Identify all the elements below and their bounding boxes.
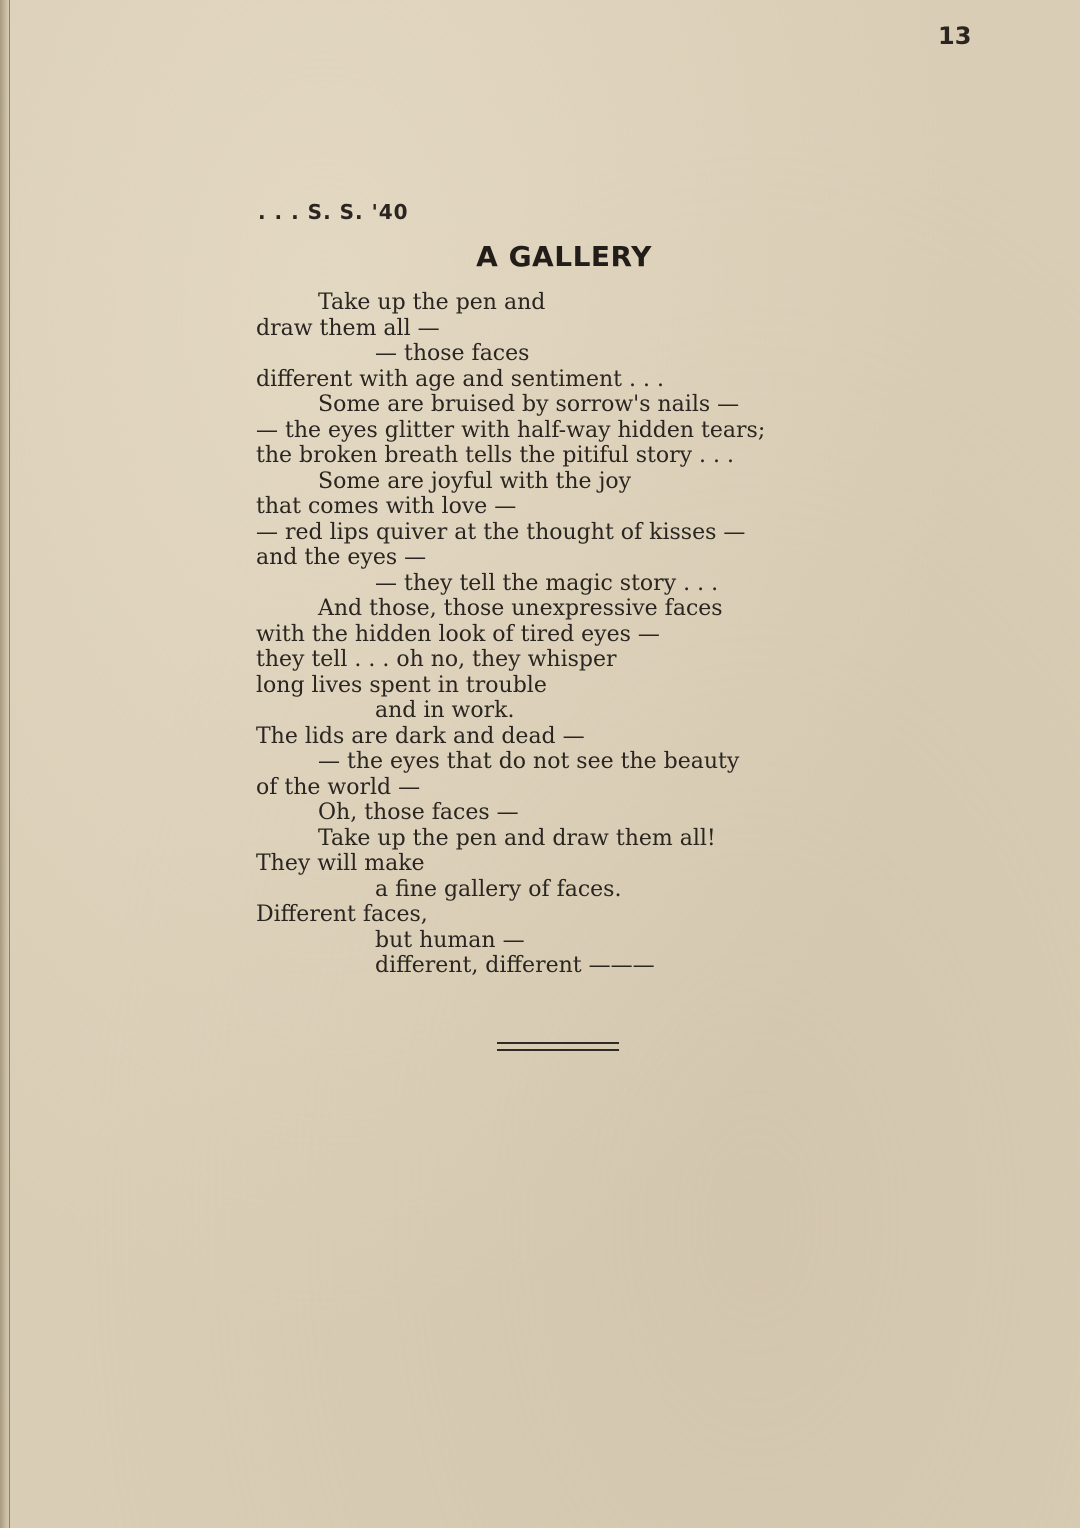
closing-rule-top <box>497 1042 619 1044</box>
poem-line: — those faces <box>375 341 530 366</box>
poem-line: and in work. <box>375 698 515 723</box>
poem-line: And those, those unexpressive faces <box>318 596 723 621</box>
poem-line: The lids are dark and dead — <box>256 723 585 749</box>
poem-line: Take up the pen and <box>318 290 546 315</box>
page-binding-line <box>9 0 10 1528</box>
poem-line: with the hidden look of tired eyes — <box>256 621 660 647</box>
poem-line: — the eyes that do not see the beauty <box>318 749 740 774</box>
poem-line: of the world — <box>256 774 421 800</box>
poem-line: Different faces, <box>256 902 428 927</box>
poem-line: long lives spent in trouble <box>256 672 547 698</box>
poem-line: — the eyes glitter with half-way hidden tears; <box>256 417 766 443</box>
poem-line: different with age and sentiment . . . <box>256 366 664 392</box>
page-number: 13 <box>938 22 972 50</box>
poem-line: and the eyes — <box>256 545 427 570</box>
poem-line: — red lips quiver at the thought of kisses — <box>256 519 746 545</box>
closing-rule-bottom <box>497 1049 619 1051</box>
poem-line: Some are bruised by sorrow's nails — <box>318 392 740 417</box>
poem-body <box>250 290 830 979</box>
poem-line: draw them all — <box>256 315 440 341</box>
poem-line: Oh, those faces — <box>318 800 519 825</box>
poem-line: They will make <box>256 851 425 876</box>
poem-line: the broken breath tells the pitiful story . . . <box>256 443 734 468</box>
poem-line: different, different ——— <box>375 953 655 978</box>
poem-line: — they tell the magic story . . . <box>375 570 719 596</box>
poem-line: Some are joyful with the joy <box>318 468 632 494</box>
poem-line: but human — <box>375 927 525 953</box>
poem-line: they tell . . . oh no, they whisper <box>256 647 617 672</box>
poem-line: Take up the pen and draw them all! <box>318 825 716 851</box>
poem-line: that comes with love — <box>256 494 517 519</box>
poem-title: A GALLERY <box>476 240 652 273</box>
poem-line: a fine gallery of faces. <box>375 876 622 902</box>
author-byline: . . . S. S. '40 <box>258 200 409 224</box>
